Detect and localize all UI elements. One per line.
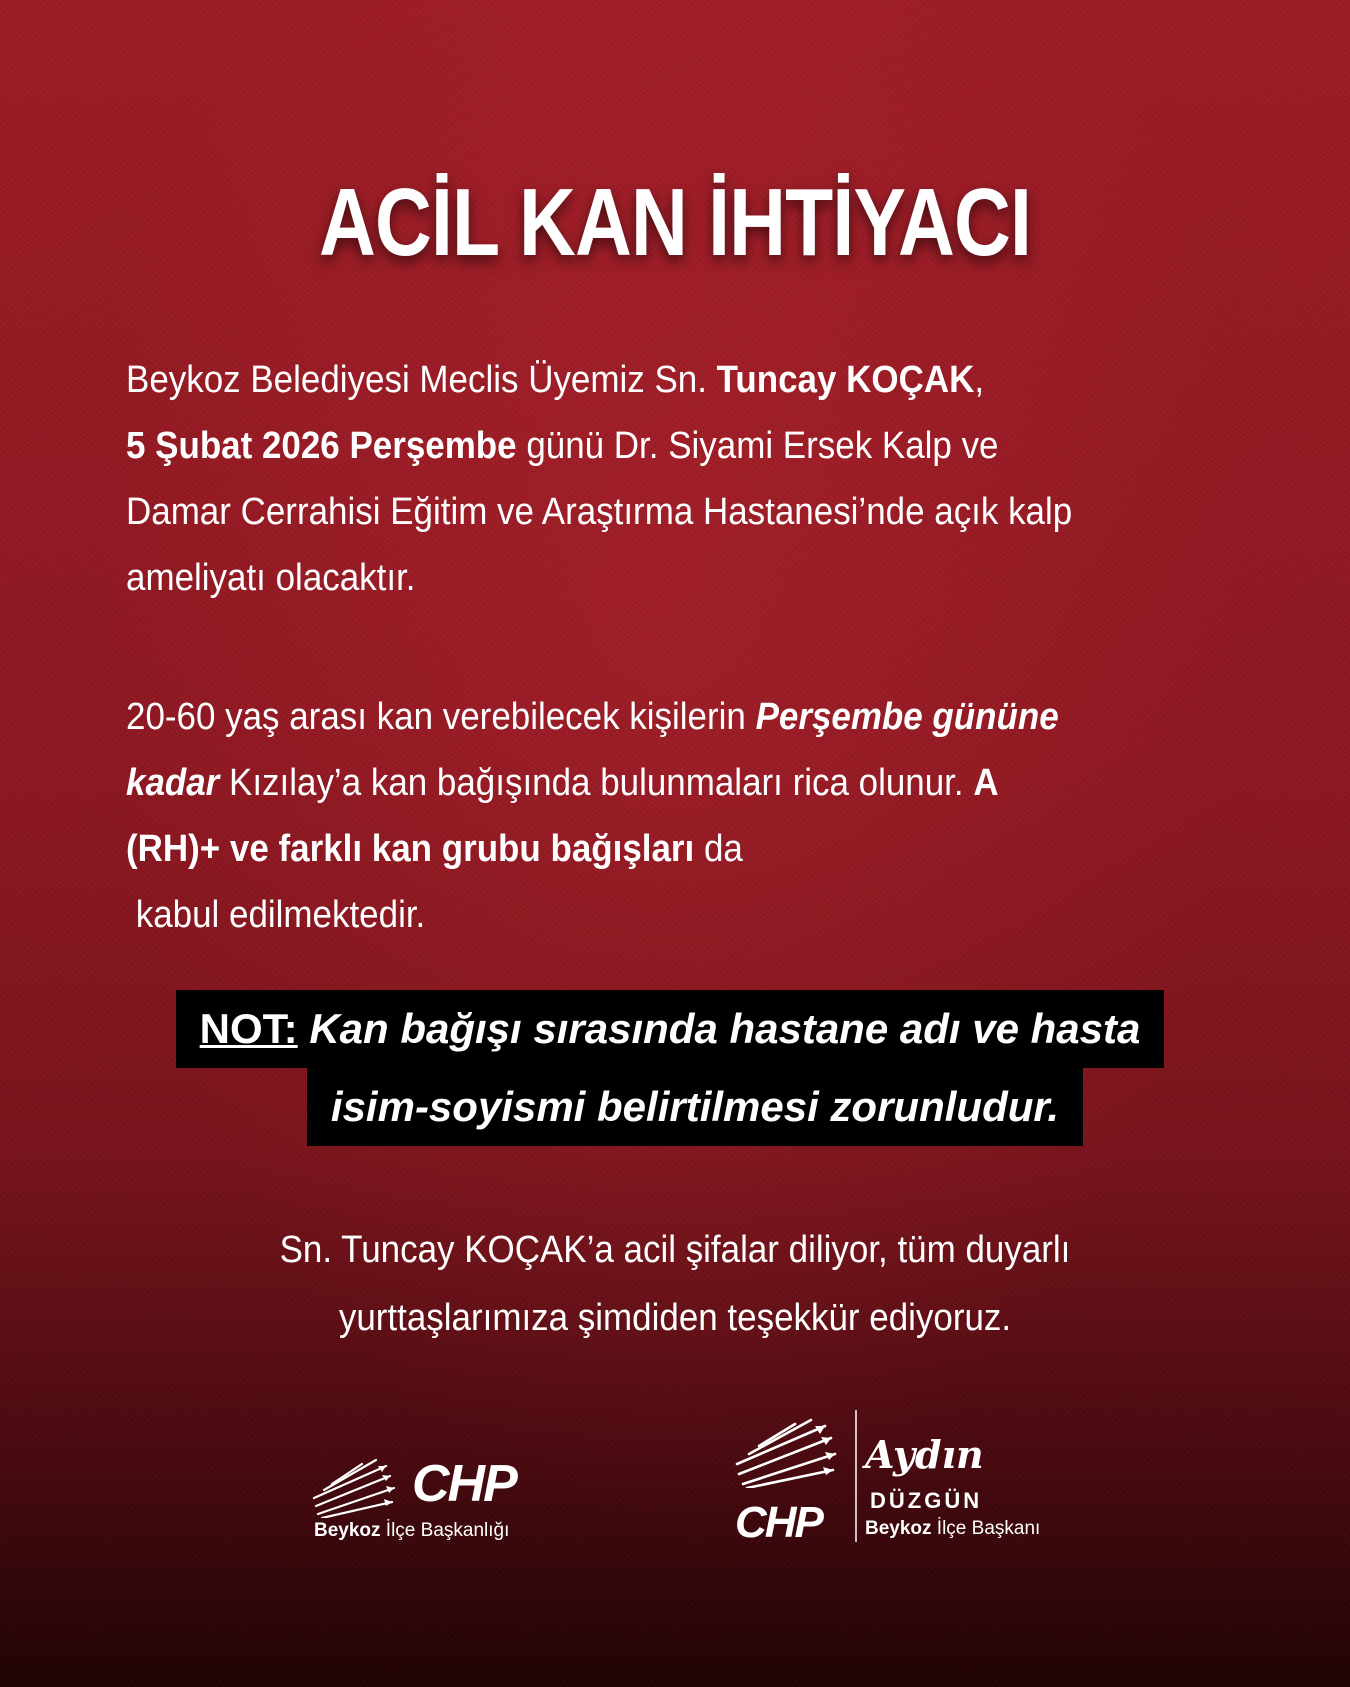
- text: Beykoz Belediyesi Meclis Üyemiz Sn.: [126, 359, 717, 401]
- deadline: Perşembe gününe: [755, 696, 1059, 738]
- note-text: isim-soyismi belirtilmesi zorunludur.: [330, 1083, 1060, 1130]
- text: yurttaşlarımıza şimdiden teşekkür ediyoruz.: [338, 1297, 1012, 1339]
- text: ,: [974, 359, 985, 401]
- donation-request-paragraph: [126, 684, 1147, 948]
- chp-wordmark: CHP: [735, 1498, 822, 1547]
- announcement-paragraph: [126, 347, 1147, 611]
- text: 20-60 yaş arası kan verebilecek kişilerin: [126, 696, 756, 738]
- surname: DÜZGÜN: [870, 1488, 983, 1513]
- signature-first-name: Aydın: [865, 1432, 984, 1477]
- district-name: Beykoz: [314, 1520, 381, 1541]
- blood-type: (RH)+ ve farklı kan grubu bağışları: [126, 828, 695, 870]
- note-line: [176, 990, 1165, 1068]
- divider: [855, 1410, 857, 1542]
- note-box: [0, 990, 1350, 1146]
- text: günü Dr. Siyami Ersek Kalp ve: [516, 425, 999, 467]
- surgery-date: 5 Şubat 2026 Perşembe: [126, 425, 517, 467]
- text: Damar Cerrahisi Eğitim ve Araştırma Hastanesi’nde açık kalp: [126, 491, 1073, 533]
- position-caption: [865, 1518, 1040, 1540]
- district-name: Beykoz: [865, 1518, 932, 1539]
- note-text: Kan bağışı sırasında hastane adı ve hasta: [297, 1005, 1141, 1052]
- text: Sn. Tuncay KOÇAK’a acil şifalar diliyor, tüm duyarlı: [279, 1229, 1071, 1271]
- text: ameliyatı olacaktır.: [126, 557, 416, 599]
- caption-text: İlçe Başkanlığı: [380, 1520, 510, 1541]
- note-label: NOT:: [199, 1005, 298, 1052]
- district-caption: [314, 1520, 509, 1542]
- chp-arrows-icon: [735, 1418, 845, 1488]
- blood-type: A: [973, 762, 999, 804]
- chp-wordmark: CHP: [412, 1455, 516, 1513]
- district-chair-logo: [735, 1410, 1115, 1560]
- closing-message: [54, 1216, 1296, 1352]
- deadline: kadar: [126, 762, 220, 804]
- page-title: ACİL KAN İHTİYACI: [318, 169, 1032, 276]
- text: da: [694, 828, 743, 870]
- caption-text: İlçe Başkanı: [931, 1518, 1041, 1539]
- chp-arrows-icon: [312, 1458, 402, 1518]
- patient-name: Tuncay KOÇAK: [716, 359, 975, 401]
- text: kabul edilmektedir.: [135, 894, 426, 936]
- note-line: [307, 1068, 1083, 1146]
- text: Kızılay’a kan bağışında bulunmaları rica olunur.: [219, 762, 974, 804]
- chp-beykoz-logo: [312, 1450, 572, 1550]
